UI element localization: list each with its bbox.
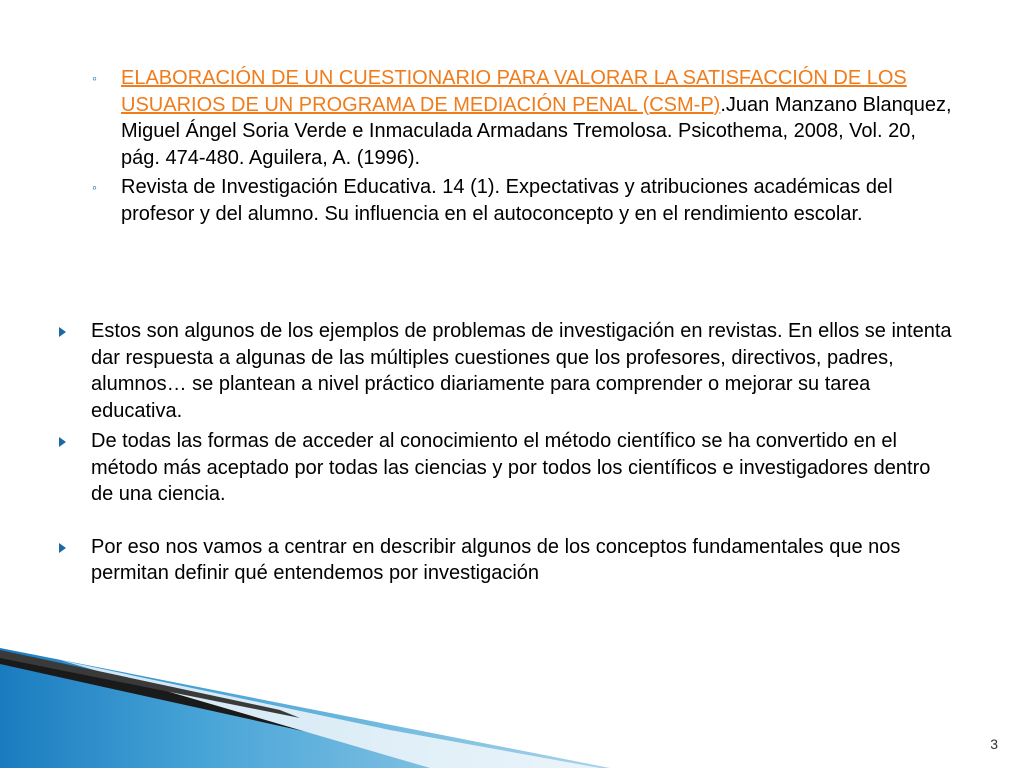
bullet-text: De todas las formas de acceder al conocimiento el método científico se ha convertido en el método más aceptado por todas las ciencias y por todos los científicos e investigadores dentro de una ciencia. [91,430,931,505]
triangle-arrow-icon [59,543,66,553]
reference-text: .Juan Manzano Blanquez, Miguel Ángel Soria Verde e Inmaculada Armadans Tremolosa. Psicothema, 2008, Vol. 20, pág. 474-480. Aguilera, A. (1996). [121,93,952,169]
triangle-arrow-icon [59,437,66,447]
bullet-item [56,534,956,587]
triangle-arrow-icon [59,327,66,337]
bullet-item [56,318,956,424]
page-number: 3 [990,736,998,752]
decorative-swoosh [0,640,1024,768]
reference-text: Revista de Investigación Educativa. 14 (1). Expectativas y atribuciones académicas del profesor y del alumno. Su influencia en el autoconcepto y en el rendimiento escolar. [121,176,893,225]
reference-link[interactable]: ELABORACIÓN DE UN CUESTIONARIO PARA VALORAR LA SATISFACCIÓN DE LOS USUARIOS DE UN PROGRAMA DE MEDIACIÓN PENAL (CSM-P) [121,67,907,116]
bullet-text: Por eso nos vamos a centrar en describir algunos de los conceptos fundamentales que nos permitan definir qué entendemos por investigación [91,535,901,584]
bullet-item [56,428,956,508]
blue-swoosh [0,648,610,768]
reference-item [90,65,960,171]
hollow-circle-icon: ◦ [92,70,97,86]
reference-item [90,174,960,227]
main-bullet-list [56,318,956,591]
reference-list [90,65,960,230]
hollow-circle-icon: ◦ [92,179,97,195]
bullet-text: Estos son algunos de los ejemplos de problemas de investigación en revistas. En ellos se intenta dar respuesta a algunas de las múltiples cuestiones que los profesores, directivos, padres, alumnos… se plantean a nivel práctico diariamente para comprender o mejorar su tarea educativa. [91,320,952,422]
